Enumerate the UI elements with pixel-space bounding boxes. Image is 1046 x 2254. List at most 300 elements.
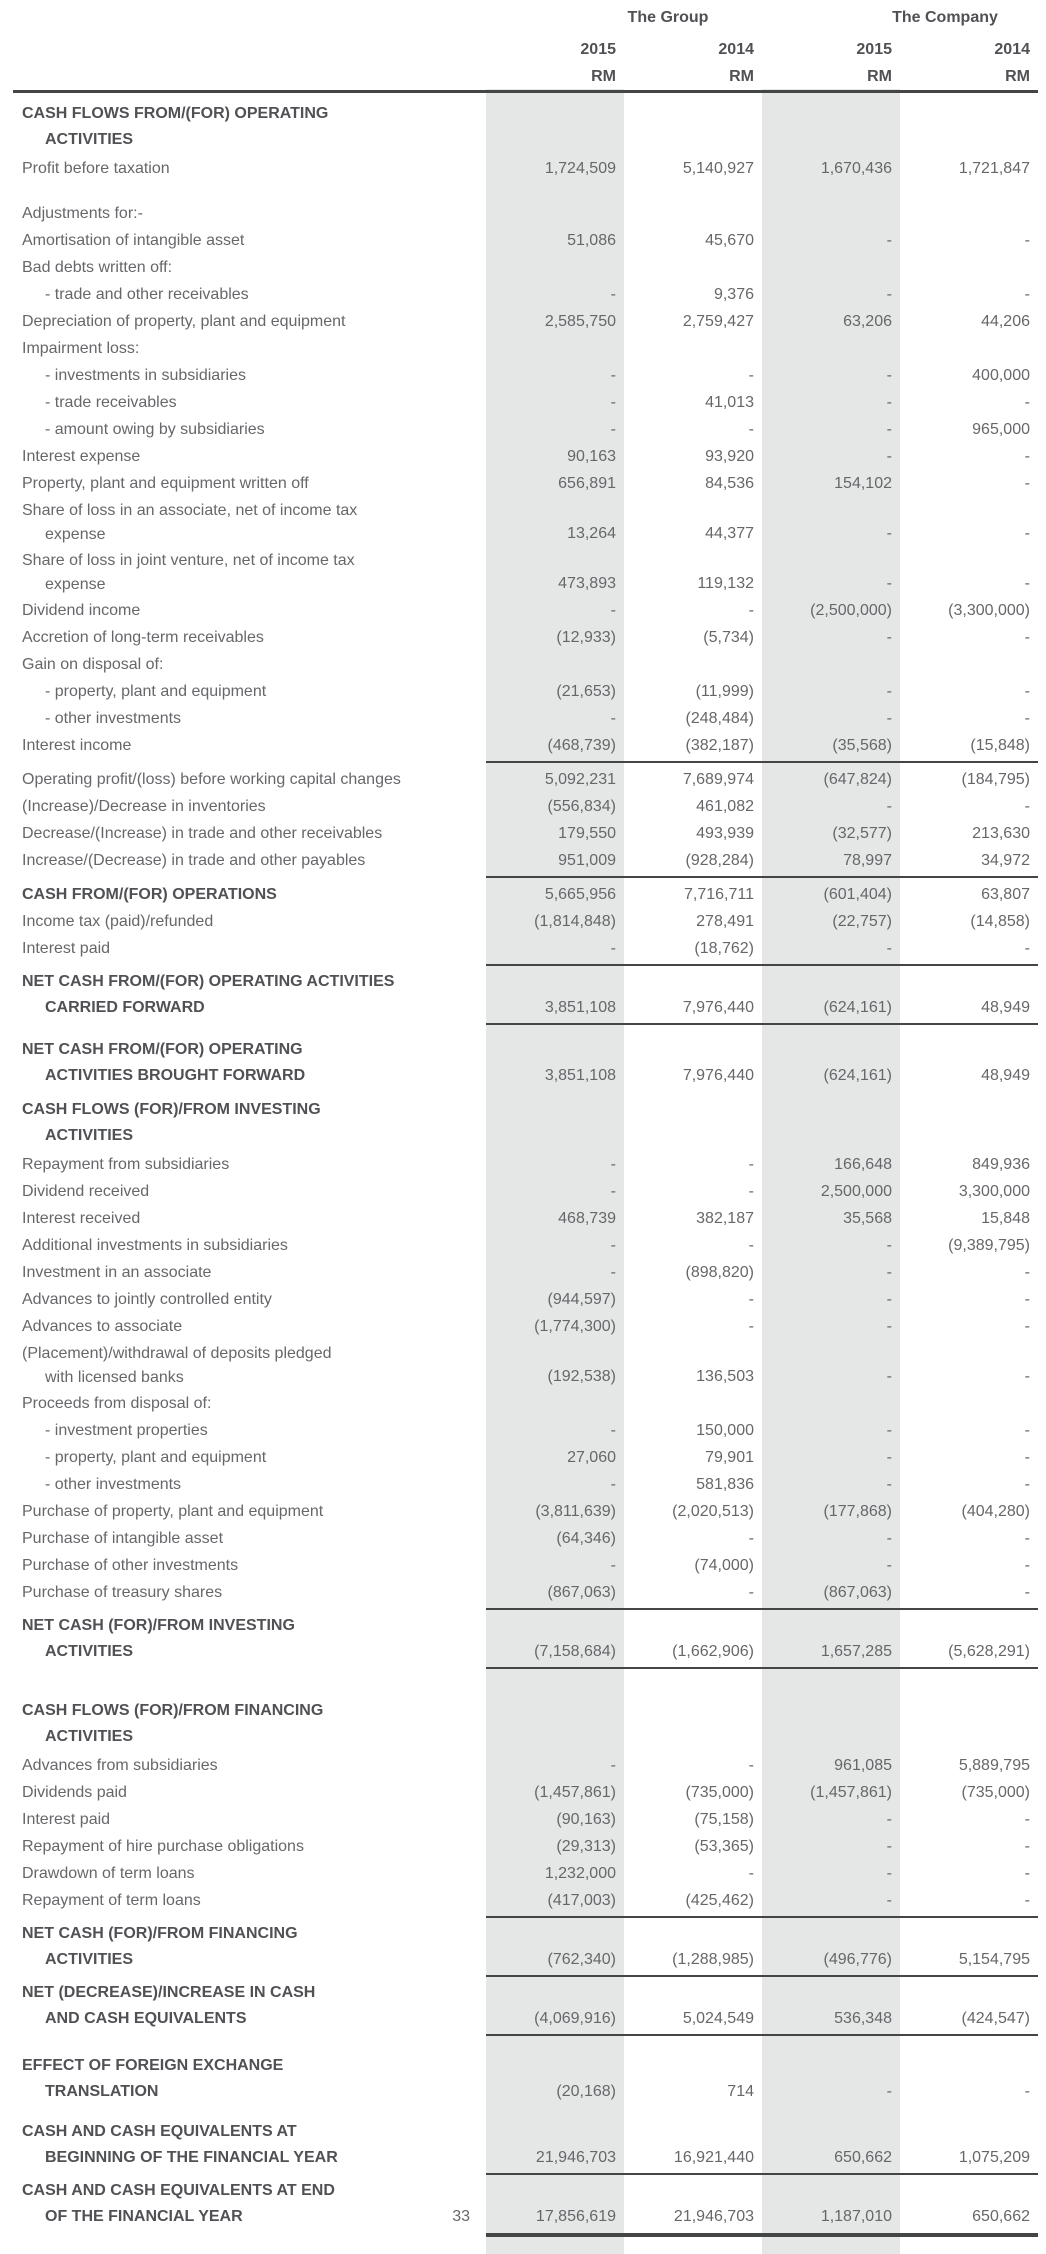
cell-group-2015: - [610,367,616,384]
table-row [22,443,1038,470]
table-row [22,766,1038,793]
cell-group-2015: (7,158,684) [534,1643,616,1660]
cell-group-2015: 468,739 [558,1210,616,1227]
cell-company-2015: (624,161) [823,1067,892,1084]
cell-company-2014: - [1024,575,1030,592]
cell-company-2015: - [886,1291,892,1308]
table-row [22,335,1038,362]
row-label: Purchase of property, plant and equipment [22,1503,324,1520]
cell-company-2014: 849,936 [972,1156,1030,1173]
row-label: Interest received [22,1210,141,1227]
cell-company-2015: - [886,421,892,438]
cell-group-2015: - [610,1183,616,1200]
cell-group-2014: 21,946,703 [673,2208,754,2225]
cell-group-2014: (11,999) [695,683,754,700]
cell-group-2014: 16,921,440 [673,2149,754,2166]
cell-group-2014: - [748,602,754,619]
cell-company-2015: - [886,1318,892,1335]
row-label: Interest paid [22,940,111,957]
cell-group-2015: (417,003) [547,1892,616,1909]
cell-company-2015: - [886,1264,892,1281]
row-label: Repayment of term loans [22,1892,201,1909]
section-rule [486,2034,1038,2036]
row-label: Purchase of other investments [22,1557,239,1574]
cell-company-2015: - [886,1811,892,1828]
table-row [22,1552,1038,1579]
cell-company-2015: - [886,798,892,815]
cell-company-2015: - [886,1368,892,1385]
cell-group-2014: 150,000 [696,1422,754,1439]
cell-group-2014: - [748,1757,754,1774]
cell-company-2015: 650,662 [834,2149,892,2166]
table-row [22,1887,1038,1914]
row-label: - investment properties [45,1422,208,1439]
cell-group-2014: 382,187 [696,1210,754,1227]
cell-group-2014: 44,377 [705,525,754,542]
cell-company-2014: - [1024,232,1030,249]
cell-group-2015: (4,069,916) [534,2010,616,2027]
row-label [22,2119,436,2171]
table-row [22,1980,1038,2032]
table-row [22,820,1038,847]
table-row [22,1417,1038,1444]
cell-group-2015: 5,665,956 [544,886,616,903]
cell-group-2015: - [610,602,616,619]
cell-company-2014: - [1024,940,1030,957]
row-label [22,1340,436,1390]
row-label: Income tax (paid)/refunded [22,913,214,930]
row-label [22,1980,436,2032]
table-row [22,1037,1038,1089]
row-label-line2: ACTIVITIES BROUGHT FORWARD [45,1067,306,1084]
cell-group-2014: 9,376 [713,286,754,303]
cell-company-2015: (601,404) [823,886,892,903]
cell-company-2015: (624,161) [823,999,892,1016]
cell-group-2014: (18,762) [694,940,754,957]
year-company-2014: 2014 [994,41,1030,58]
table-row [22,547,1038,597]
table-row [22,1860,1038,1887]
cell-company-2015: 2,500,000 [820,1183,892,1200]
cell-company-2015: (32,577) [832,825,892,842]
row-label-line1: (Placement)/withdrawal of deposits pledged [22,1345,332,1362]
row-label: Depreciation of property, plant and equipment [22,313,346,330]
year-group-2014: 2014 [718,41,754,58]
cell-group-2014: 461,082 [696,798,754,815]
row-spacer [22,1672,1038,1690]
cell-company-2014: 5,889,795 [958,1757,1030,1774]
cell-group-2014: (1,288,985) [672,1951,754,1968]
section-rule [486,1608,1038,1610]
cell-company-2014: (14,858) [970,913,1030,930]
row-label: Operating profit/(loss) before working capital changes [22,771,401,788]
cell-group-2015: (3,811,639) [535,1503,616,1520]
cell-group-2014: (2,020,513) [672,1503,754,1520]
row-label-line2: with licensed banks [45,1369,184,1386]
cell-company-2014: (15,848) [970,737,1030,754]
cell-group-2014: (735,000) [685,1784,754,1801]
cell-group-2014: - [748,1156,754,1173]
row-label-line2: expense [45,576,106,593]
row-label-line1: NET CASH FROM/(FOR) OPERATING [22,1041,303,1058]
row-label-line2: ACTIVITIES [45,1951,134,1968]
row-label: Dividend received [22,1183,150,1200]
cell-company-2014: - [1024,629,1030,646]
row-label: Impairment loss: [22,340,140,357]
cell-company-2015: - [886,1557,892,1574]
row-label [22,101,436,153]
row-label [22,1097,436,1149]
row-label [22,497,436,547]
cell-group-2015: 90,163 [567,448,616,465]
unit-company-2015: RM [867,68,892,85]
table-row [22,1390,1038,1417]
cell-company-2015: 961,085 [834,1757,892,1774]
cell-company-2015: - [886,525,892,542]
cell-company-2014: 400,000 [972,367,1030,384]
table-row [22,705,1038,732]
table-row [22,281,1038,308]
cell-group-2015: - [610,1156,616,1173]
cell-group-2014: (382,187) [685,737,754,754]
cell-group-2015: - [610,1476,616,1493]
cell-group-2015: 27,060 [567,1449,616,1466]
table-row [22,969,1038,1021]
cell-company-2015: 1,657,285 [820,1643,892,1660]
cell-group-2014: (425,462) [685,1892,754,1909]
row-note: 33 [452,2208,470,2225]
cell-company-2015: - [886,710,892,727]
cell-company-2014: - [1024,798,1030,815]
table-row [22,2119,1038,2171]
cell-group-2014: (898,820) [685,1264,754,1281]
cell-group-2014: 136,503 [696,1368,754,1385]
cell-company-2014: 44,206 [981,313,1030,330]
row-label: - other investments [45,710,182,727]
cell-group-2015: (1,457,861) [534,1784,616,1801]
table-row [22,308,1038,335]
cell-group-2015: 5,092,231 [544,771,616,788]
cell-company-2015: (2,500,000) [810,602,892,619]
row-label: Profit before taxation [22,160,170,177]
table-row [22,732,1038,759]
row-label: (Increase)/Decrease in inventories [22,798,266,815]
cell-group-2015: 2,585,750 [544,313,616,330]
row-label: Dividends paid [22,1784,127,1801]
cell-group-2015: - [610,1264,616,1281]
cell-group-2015: - [610,710,616,727]
cell-group-2014: (5,734) [703,629,754,646]
unit-header-row [22,63,1038,90]
cell-group-2015: (21,653) [556,683,616,700]
cell-group-2014: 7,716,711 [684,886,754,903]
cell-company-2014: - [1024,1530,1030,1547]
cell-group-2014: (53,365) [694,1838,754,1855]
table-row [22,651,1038,678]
row-label: Advances to jointly controlled entity [22,1291,272,1308]
row-label-line1: NET (DECREASE)/INCREASE IN CASH [22,1984,316,2001]
row-label: Interest paid [22,1811,111,1828]
table-row [22,254,1038,281]
section-rule [486,761,1038,763]
cell-company-2014: - [1024,1264,1030,1281]
row-label: - property, plant and equipment [45,1449,267,1466]
cell-company-2014: - [1024,683,1030,700]
row-label: Dividend income [22,602,141,619]
row-label-line2: BEGINNING OF THE FINANCIAL YEAR [45,2149,338,2166]
cell-group-2014: 79,901 [705,1449,754,1466]
table-row [22,1313,1038,1340]
cell-company-2014: 63,807 [981,886,1030,903]
cell-company-2014: - [1024,394,1030,411]
cell-company-2014: - [1024,2083,1030,2100]
row-label-line1: NET CASH (FOR)/FROM FINANCING [22,1925,298,1942]
table-row [22,1444,1038,1471]
cell-group-2014: 41,013 [705,394,754,411]
cell-group-2014: 7,976,440 [682,999,754,1016]
cell-group-2014: 45,670 [705,232,754,249]
table-row [22,597,1038,624]
table-row [22,2178,1038,2230]
row-label: Purchase of treasury shares [22,1584,223,1601]
table-row [22,793,1038,820]
cell-group-2014: (248,484) [685,710,754,727]
cell-company-2015: - [886,1422,892,1439]
cell-group-2015: 13,264 [567,525,616,542]
row-label: Adjustments for:- [22,205,143,222]
statement-content [22,0,1038,2240]
cell-company-2014: 650,662 [972,2208,1030,2225]
row-label-line1: CASH FLOWS FROM/(FOR) OPERATING [22,105,329,122]
cell-group-2014: (75,158) [694,1811,754,1828]
table-row [22,362,1038,389]
row-label: Amortisation of intangible asset [22,232,245,249]
section-header-row [22,1097,1038,1149]
cell-group-2015: (944,597) [547,1291,616,1308]
cell-company-2014: - [1024,286,1030,303]
row-spacer [22,2105,1038,2119]
cell-company-2015: - [886,232,892,249]
table-row [22,1613,1038,1665]
row-label: - trade and other receivables [45,286,249,303]
section-rule [486,1023,1038,1025]
cell-company-2015: - [886,394,892,411]
cell-company-2015: - [886,1476,892,1493]
cell-group-2015: 21,946,703 [535,2149,616,2166]
row-label: Repayment from subsidiaries [22,1156,230,1173]
cell-company-2014: - [1024,525,1030,542]
row-label: Repayment of hire purchase obligations [22,1838,304,1855]
cell-company-2014: 3,300,000 [958,1183,1030,1200]
section-rule [486,1667,1038,1669]
row-label: Increase/(Decrease) in trade and other payables [22,852,366,869]
cell-company-2014: (5,628,291) [948,1643,1030,1660]
table-row [22,1525,1038,1552]
row-label: Decrease/(Increase) in trade and other receivables [22,825,383,842]
section-header-row [22,1698,1038,1750]
cell-group-2015: (556,834) [547,798,616,815]
cell-group-2015: (90,163) [556,1811,616,1828]
row-label: Drawdown of term loans [22,1865,195,1882]
row-label-line1: CASH AND CASH EQUIVALENTS AT [22,2123,297,2140]
section-rule [486,2173,1038,2175]
cell-company-2014: 1,075,209 [958,2149,1030,2166]
section-header-row [22,101,1038,153]
row-label-line2: ACTIVITIES [45,1127,134,1144]
section-rule [486,2233,1038,2237]
row-label-line2: expense [45,526,106,543]
cell-group-2015: (867,063) [547,1584,616,1601]
table-row [22,470,1038,497]
cell-company-2014: (404,280) [961,1503,1030,1520]
table-row [22,908,1038,935]
cell-company-2015: - [886,629,892,646]
cell-company-2015: - [886,940,892,957]
cell-group-2014: 278,491 [696,913,754,930]
table-row [22,2053,1038,2105]
cell-group-2015: (20,168) [556,2083,616,2100]
row-label: Advances to associate [22,1318,183,1335]
row-label: Accretion of long-term receivables [22,629,264,646]
row-spacer [22,2039,1038,2053]
row-label: - investments in subsidiaries [45,367,246,384]
company-header: The Company [892,9,998,26]
table-row [22,200,1038,227]
cell-company-2014: - [1024,1318,1030,1335]
table-row [22,1779,1038,1806]
cell-group-2014: 5,024,549 [682,2010,754,2027]
cell-company-2015: - [886,1892,892,1909]
year-company-2015: 2015 [856,41,892,58]
entity-header-row [22,0,1038,36]
cell-group-2015: (762,340) [547,1951,616,1968]
cell-group-2014: 93,920 [705,448,754,465]
cell-company-2015: 1,670,436 [820,160,892,177]
table-row [22,1471,1038,1498]
row-label-line2: TRANSLATION [45,2083,159,2100]
row-label: Proceeds from disposal of: [22,1395,212,1412]
cell-company-2014: 48,949 [981,999,1030,1016]
cell-company-2015: 166,648 [834,1156,892,1173]
row-label: - trade receivables [45,394,177,411]
cell-company-2014: - [1024,1557,1030,1574]
cell-company-2015: - [886,683,892,700]
cell-company-2015: (496,776) [823,1951,892,1968]
group-header: The Group [627,9,709,26]
table-row [22,1921,1038,1973]
cell-company-2014: 5,154,795 [958,1951,1030,1968]
cell-company-2015: - [886,1449,892,1466]
statement-rows [22,101,1038,2237]
cell-company-2014: 34,972 [981,852,1030,869]
row-label-line1: NET CASH (FOR)/FROM INVESTING [22,1617,295,1634]
row-label: Interest income [22,737,132,754]
cell-company-2015: - [886,2083,892,2100]
row-label-line1: Share of loss in joint venture, net of income tax [22,552,355,569]
cell-group-2014: 5,140,927 [682,160,754,177]
section-rule [486,1975,1038,1977]
table-row [22,1752,1038,1779]
cell-group-2015: - [610,421,616,438]
cell-company-2015: 536,348 [834,2010,892,2027]
table-row [22,881,1038,908]
cell-group-2015: (12,933) [556,629,616,646]
cell-group-2014: 581,836 [696,1476,754,1493]
row-label-line1: CASH AND CASH EQUIVALENTS AT END [22,2182,335,2199]
cell-company-2014: 1,721,847 [958,160,1030,177]
row-label-line2: ACTIVITIES [45,1728,134,1745]
table-row [22,1833,1038,1860]
cell-group-2015: 656,891 [558,475,616,492]
section-rule [486,964,1038,966]
row-label: - other investments [45,1476,182,1493]
row-label: - property, plant and equipment [45,683,267,700]
row-label-line2: ACTIVITIES [45,131,134,148]
row-label [22,1921,436,1973]
section-rule [486,1916,1038,1918]
row-label [22,969,436,1021]
cell-group-2015: 17,856,619 [535,2208,616,2225]
row-label-line1: EFFECT OF FOREIGN EXCHANGE [22,2057,284,2074]
table-row [22,389,1038,416]
year-header-row [22,36,1038,63]
row-label-line1: Share of loss in an associate, net of income tax [22,502,358,519]
year-group-2015: 2015 [580,41,616,58]
cell-group-2015: - [610,1757,616,1774]
row-label: - amount owing by subsidiaries [45,421,265,438]
cell-company-2015: (1,457,861) [810,1784,892,1801]
row-label [22,1698,436,1750]
cell-group-2014: - [748,1291,754,1308]
cell-group-2014: 714 [727,2083,754,2100]
row-label [22,2178,436,2230]
table-row [22,1498,1038,1525]
table-row [22,1232,1038,1259]
cell-company-2014: - [1024,1368,1030,1385]
cell-company-2015: - [886,1838,892,1855]
cell-company-2015: 35,568 [843,1210,892,1227]
row-label [22,1613,436,1665]
cell-group-2015: (192,538) [547,1368,616,1385]
cell-company-2014: - [1024,1291,1030,1308]
header-rule [13,90,1038,93]
table-row [22,1340,1038,1390]
row-label: Gain on disposal of: [22,656,164,673]
cell-group-2014: (1,662,906) [672,1643,754,1660]
cell-company-2014: - [1024,1865,1030,1882]
cell-company-2015: 78,997 [843,852,892,869]
cell-group-2015: - [610,394,616,411]
cell-group-2015: 51,086 [567,232,616,249]
cell-group-2015: 179,550 [558,825,616,842]
cell-group-2015: 1,724,509 [544,160,616,177]
table-row [22,935,1038,962]
cell-company-2015: (867,063) [823,1584,892,1601]
cell-group-2014: - [748,421,754,438]
table-row [22,1806,1038,1833]
row-label-line1: NET CASH FROM/(FOR) OPERATING ACTIVITIES [22,973,395,990]
cell-company-2015: - [886,1865,892,1882]
cell-company-2014: 48,949 [981,1067,1030,1084]
cell-group-2015: 951,009 [558,852,616,869]
table-row [22,624,1038,651]
cell-company-2015: - [886,367,892,384]
cell-company-2014: - [1024,1422,1030,1439]
cell-group-2015: (468,739) [547,737,616,754]
row-label-line1: CASH FLOWS (FOR)/FROM INVESTING [22,1101,321,1118]
cell-company-2015: (177,868) [823,1503,892,1520]
cell-group-2014: - [748,367,754,384]
